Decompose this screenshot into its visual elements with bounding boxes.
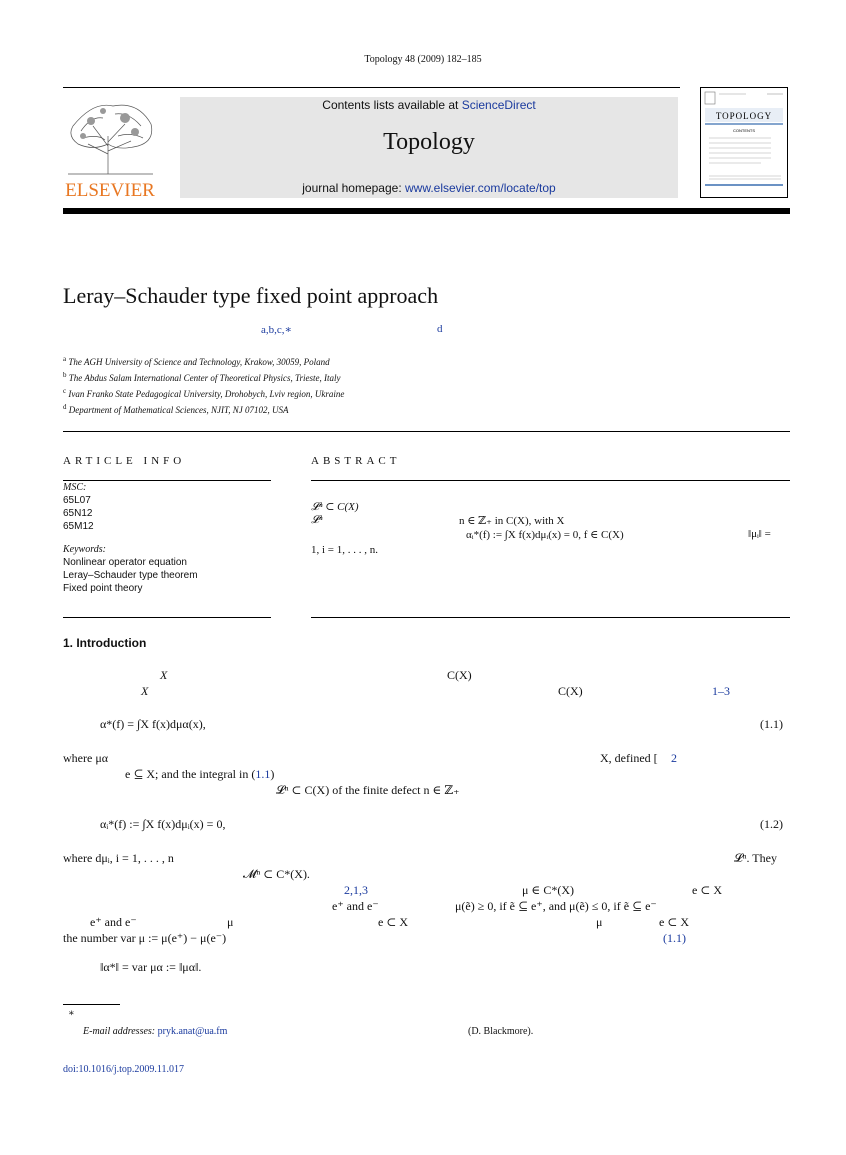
body-fragment: where dμᵢ, i = 1, . . . , n <box>63 851 174 865</box>
affiliation-mark: a <box>63 355 67 363</box>
msc-code: 65N12 <box>63 508 93 519</box>
abstract-fragment: ‖μᵢ‖ = <box>748 528 771 540</box>
body-fragment: e⁺ and e⁻ <box>90 915 137 929</box>
body-fragment: μ ∈ C*(X) <box>522 883 574 897</box>
keywords-label: Keywords: <box>63 544 106 555</box>
footnote-emails <box>83 1026 227 1037</box>
journal-banner <box>180 97 678 198</box>
body-fragment: μ <box>596 915 603 929</box>
email-link[interactable]: pryk.anat@ua.fm <box>157 1026 228 1037</box>
body-fragment: C(X) <box>558 684 583 698</box>
article-title: Leray–Schauder type fixed point approach <box>63 283 439 308</box>
equation-number: (1.2) <box>760 817 783 831</box>
equation-1-1: α*(f) = ∫X f(x)dμα(x), <box>100 717 206 731</box>
msc-label: MSC: <box>63 482 87 493</box>
journal-cover-thumbnail <box>700 87 788 198</box>
body-fragment: X, defined [ <box>600 751 658 765</box>
abstract-fragment: 1, i = 1, . . . , n. <box>311 544 379 556</box>
article-info-bottom-rule <box>63 617 271 618</box>
equation-1-2: αᵢ*(f) := ∫X f(x)dμᵢ(x) = 0, <box>100 817 226 831</box>
body-fragment: C(X) <box>447 668 472 682</box>
affiliation-d <box>63 403 289 415</box>
abstract-fragment: 𝓛ⁿ ⊂ C(X) <box>311 501 359 513</box>
cover-contents-label: CONTENTS <box>733 128 755 133</box>
body-fragment: e ⊆ X; and the integral in ( <box>125 767 256 781</box>
header-rule <box>63 87 680 88</box>
abstract-fragment: 𝓛ⁿ <box>311 514 323 526</box>
body-fragment: X <box>160 668 168 682</box>
body-fragment: e ⊂ X <box>692 883 723 897</box>
body-fragment: where μα <box>63 751 109 765</box>
author-affiliation-marks-2[interactable]: d <box>437 323 443 335</box>
contents-line <box>180 97 678 113</box>
equation-number: (1.1) <box>760 717 783 731</box>
body-fragment: 𝓛ⁿ. They <box>734 851 777 865</box>
cover-image-icon <box>701 88 787 197</box>
msc-code: 65L07 <box>63 495 91 506</box>
keyword: Leray–Schauder type theorem <box>63 570 198 581</box>
equation-ref-link[interactable]: 1.1 <box>255 767 271 781</box>
citation-link[interactable]: 2,1,3 <box>344 883 368 897</box>
affiliation-text: Ivan Franko State Pedagogical University, Drohobych, Lviv region, Ukraine <box>68 389 345 399</box>
equation-ref-text: 1.1 <box>667 931 682 945</box>
body-fragment: e ⊂ X <box>378 915 409 929</box>
keyword: Fixed point theory <box>63 583 143 594</box>
affiliation-mark: b <box>63 371 67 379</box>
contents-prefix: Contents lists available at <box>322 98 462 112</box>
body-fragment: e⁺ and e⁻ <box>332 899 379 913</box>
elsevier-tree-icon <box>63 96 158 200</box>
affiliation-text: The AGH University of Science and Technology, Krakow, 30059, Poland <box>68 357 330 367</box>
footnote-second-author: (D. Blackmore). <box>468 1026 534 1037</box>
equation-ref-link[interactable]: (1.1) <box>663 931 686 945</box>
body-fragment: e ⊂ X <box>659 915 690 929</box>
keyword: Nonlinear operator equation <box>63 557 187 568</box>
journal-name: Topology <box>383 129 475 155</box>
abstract-fragment: n ∈ ℤ₊ in C(X), with X <box>459 515 565 527</box>
cover-journal-title: TOPOLOGY <box>715 111 773 121</box>
affiliation-a <box>63 355 330 367</box>
affiliation-mark: c <box>63 387 67 395</box>
affiliation-text: The Abdus Salam International Center of Theoretical Physics, Trieste, Italy <box>68 373 341 383</box>
doi-link[interactable]: doi:10.1016/j.top.2009.11.017 <box>63 1064 185 1075</box>
abstract-fragment: αᵢ*(f) := ∫X f(x)dμᵢ(x) = 0, f ∈ C(X) <box>466 529 624 541</box>
homepage-line <box>180 181 678 195</box>
msc-code: 65M12 <box>63 521 94 532</box>
body-line <box>125 767 274 782</box>
affiliation-c <box>63 387 344 399</box>
publisher-name: ELSEVIER <box>65 180 155 200</box>
body-fragment: μ(ẽ) ≥ 0, if ẽ ⊆ e⁺, and μ(ẽ) ≤ 0, if ẽ ⊆ e⁻ <box>455 899 657 913</box>
email-label: E-mail addresses: <box>83 1026 158 1037</box>
homepage-link[interactable]: www.elsevier.com/locate/top <box>405 181 556 195</box>
sciencedirect-link[interactable]: ScienceDirect <box>461 98 536 112</box>
abstract-heading: ABSTRACT <box>311 455 401 467</box>
author-affiliation-marks-1[interactable]: a,b,c,∗ <box>261 324 292 336</box>
running-head: Topology 48 (2009) 182–185 <box>364 54 482 65</box>
body-fragment: 𝓛ⁿ ⊂ C(X) of the finite defect n ∈ ℤ₊ <box>276 783 460 797</box>
body-fragment: X <box>141 684 149 698</box>
citation-link[interactable]: 1–3 <box>712 684 730 698</box>
affiliation-mark: d <box>63 403 67 411</box>
publisher-logo <box>63 96 158 200</box>
info-top-rule <box>63 431 790 432</box>
section-heading: 1. Introduction <box>63 636 147 650</box>
footnote-rule <box>63 1004 120 1005</box>
abstract-rule <box>311 480 790 481</box>
body-fragment: the number var μ := μ(e⁺) − μ(e⁻) <box>63 931 227 945</box>
article-info-heading: ARTICLE INFO <box>63 455 186 467</box>
body-fragment: ) <box>270 767 275 781</box>
footnote-mark: ∗ <box>68 1008 75 1019</box>
body-fragment: μ <box>227 915 234 929</box>
equation-norm: ‖α*‖ = var μα := ‖μα‖. <box>100 960 202 974</box>
affiliation-b <box>63 371 340 383</box>
article-info-rule <box>63 480 271 481</box>
homepage-prefix: journal homepage: <box>302 181 405 195</box>
affiliation-text: Department of Mathematical Sciences, NJIT, NJ 07102, USA <box>68 405 289 415</box>
body-fragment: 𝓜ⁿ ⊂ C*(X). <box>243 867 310 881</box>
abstract-bottom-rule <box>311 617 790 618</box>
header-thick-rule <box>63 208 790 214</box>
citation-link[interactable]: 2 <box>671 751 677 765</box>
